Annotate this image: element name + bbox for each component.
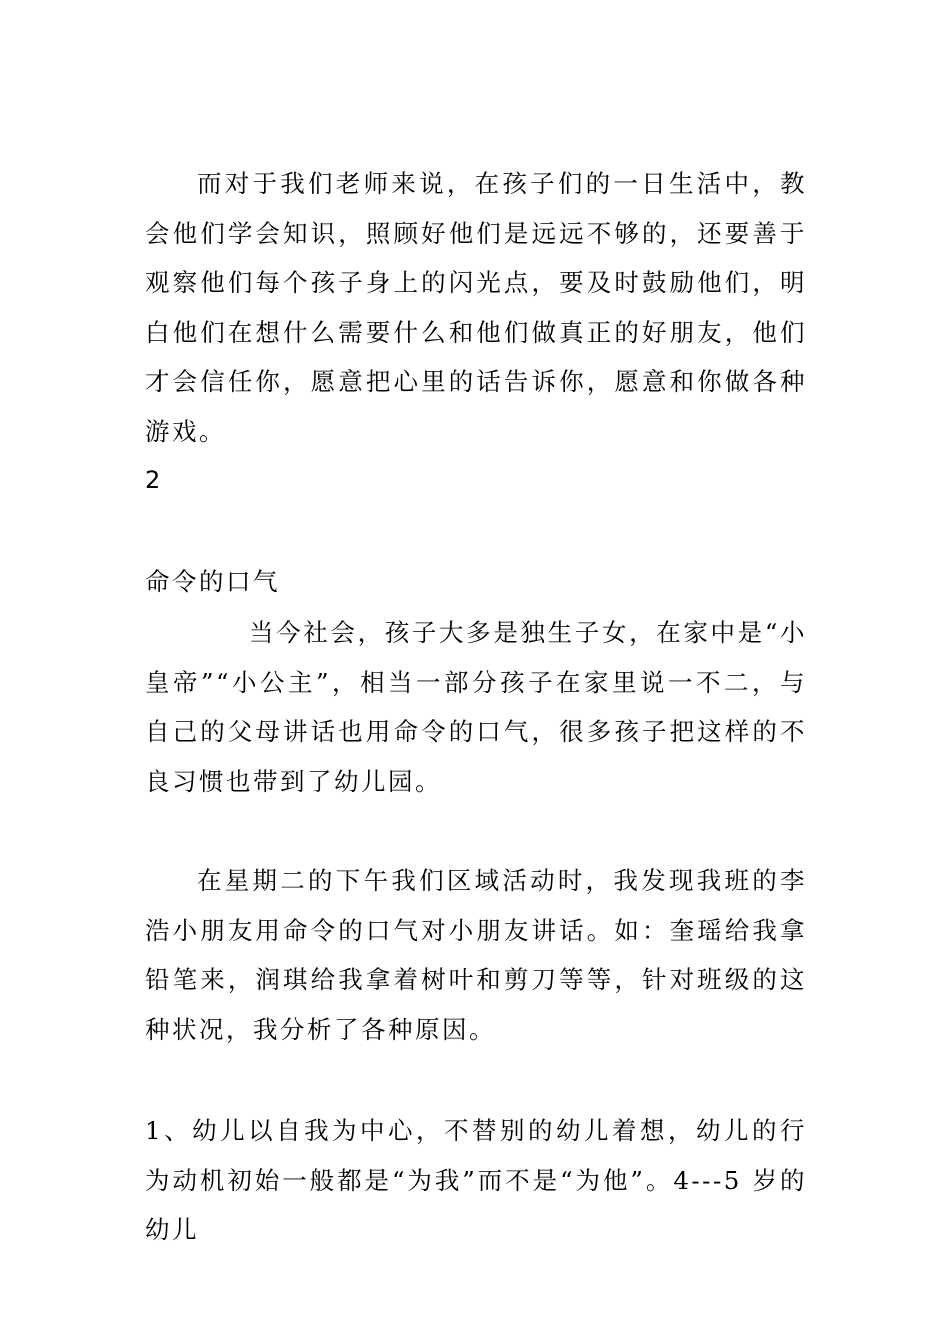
paragraph-teacher-role: 而对于我们老师来说，在孩子们的一日生活中，教会他们学会知识，照顾好他们是远远不够的，还要善于观察他们每个孩子身上的闪光点，要及时鼓励他们，明白他们在想什么需要什么和他们做真正的好朋友，他们才会信任你，愿意把心里的话告诉你，愿意和你做各种游戏。: [145, 169, 807, 446]
paragraph-observation: 在星期二的下午我们区域活动时，我发现我班的李浩小朋友用命令的口气对小朋友讲话。如：奎瑶给我拿铅笔来，润琪给我拿着树叶和剪刀等等，针对班级的这种状况，我分析了各种原因。: [145, 866, 807, 1044]
section-number: 2: [145, 466, 161, 494]
paragraph-only-children: 当今社会，孩子大多是独生子女，在家中是“小皇帝”“小公主”，相当一部分孩子在家里说一不二，与自己的父母讲话也用命令的口气，很多孩子把这样的不良习惯也带到了幼儿园。: [145, 618, 807, 796]
section-title: 命令的口气: [145, 567, 280, 596]
paragraph-reason-1: 1、幼儿以自我为中心，不替别的幼儿着想，幼儿的行为动机初始一般都是“为我”而不是“为他”。4---5 岁的幼儿: [145, 1116, 807, 1244]
